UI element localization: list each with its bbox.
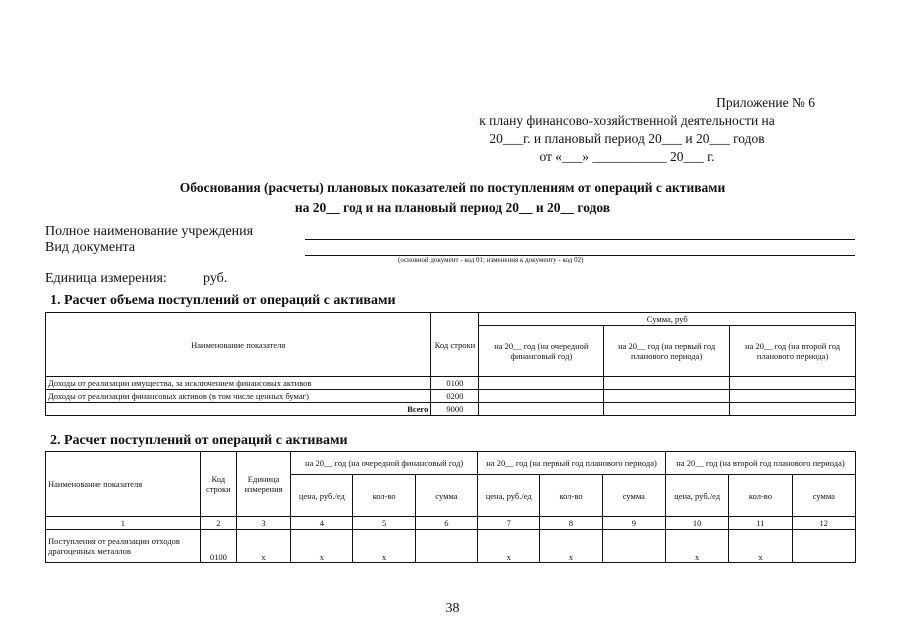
unit-value: руб. (203, 271, 228, 286)
s2-row-cell (792, 530, 855, 563)
institution-label: Полное наименование учреждения (45, 224, 254, 239)
s1-row2-code: 0200 (431, 390, 479, 403)
col-num: 9 (602, 517, 665, 530)
title-line2: на 20__ год и на плановый период 20__ и 20__ годов (294, 200, 611, 215)
col-num: 6 (415, 517, 477, 530)
s1-row2-y1 (479, 390, 604, 403)
s1-row1-name: Доходы от реализации имущества, за исключением финансовых активов (46, 377, 431, 390)
s1-total-y1 (479, 403, 604, 416)
s2-row-cell (602, 530, 665, 563)
s2-row-name: Поступления от реализации отходов драгоценных металлов (46, 530, 201, 563)
s2-header-code: Код строки (200, 452, 236, 517)
appendix-line2: к плану финансово-хозяйственной деятельности на (479, 113, 775, 128)
s1-row2-y2 (604, 390, 730, 403)
s2-header-unit: Единица измерения (236, 452, 290, 517)
s2-y3-price: цена, руб./ед (665, 475, 728, 517)
s1-row1-y2 (604, 377, 730, 390)
s1-header-sum: Сумма, руб (479, 313, 856, 326)
s2-row-cell: x (540, 530, 602, 563)
section1-title: 1. Расчет объема поступлений от операций с активами (50, 293, 396, 308)
appendix-header (417, 94, 837, 166)
s2-row-cell: x (665, 530, 728, 563)
s1-total-code: 9000 (431, 403, 479, 416)
s1-row1-code: 0100 (431, 377, 479, 390)
appendix-line4: от «___» ___________ 20___ г. (539, 149, 715, 164)
s1-total-name: Всего (46, 403, 431, 416)
s1-total-y3 (730, 403, 856, 416)
column-number-row (46, 517, 856, 530)
s2-y3-qty: кол-во (729, 475, 792, 517)
s2-y1-qty: кол-во (353, 475, 415, 517)
s2-y2-qty: кол-во (540, 475, 602, 517)
s2-y1-sum: сумма (415, 475, 477, 517)
s1-header-code: Код строки (431, 313, 479, 377)
s1-header-year3: на 20__ год (на второй год планового периода) (730, 326, 856, 377)
unit-label: Единица измерения: (45, 271, 167, 286)
s2-header-year3: на 20__ год (на второй год планового периода) (665, 452, 855, 475)
s2-y2-price: цена, руб./ед (478, 475, 540, 517)
col-num: 1 (46, 517, 201, 530)
table-row (46, 377, 856, 390)
s2-y3-sum: сумма (792, 475, 855, 517)
s2-header-year2: на 20__ год (на первый год планового периода) (478, 452, 666, 475)
institution-line (305, 239, 855, 240)
s2-row-cell: x (729, 530, 792, 563)
s2-header-year1: на 20__ год (на очередной финансовый год) (291, 452, 478, 475)
s2-row-code: 0100 (200, 530, 236, 563)
doc-type-hint: (основной документ - код 01; изменения к документу - код 02) (398, 256, 584, 264)
col-num: 4 (291, 517, 353, 530)
table-row (46, 530, 856, 563)
col-num: 3 (236, 517, 290, 530)
s1-row2-y3 (730, 390, 856, 403)
s2-row-cell: x (236, 530, 290, 563)
col-num: 12 (792, 517, 855, 530)
col-num: 8 (540, 517, 602, 530)
col-num: 7 (478, 517, 540, 530)
appendix-number: Приложение № 6 (716, 95, 815, 110)
s1-row2-name: Доходы от реализации финансовых активов (в том числе ценных бумаг) (46, 390, 431, 403)
title-line1: Обоснования (расчеты) плановых показателей по поступлениям от операций с активами (179, 180, 726, 195)
s2-row-cell: x (478, 530, 540, 563)
s2-row-cell: x (353, 530, 415, 563)
table-row (46, 403, 856, 416)
section1-table (45, 312, 856, 416)
s2-header-name: Наименование показателя (46, 452, 201, 517)
col-num: 10 (665, 517, 728, 530)
s1-row1-y1 (479, 377, 604, 390)
table-row (46, 390, 856, 403)
col-num: 11 (729, 517, 792, 530)
s1-header-name: Наименование показателя (46, 313, 431, 377)
s1-header-year1: на 20__ год (на очередной финансовый год) (479, 326, 604, 377)
s2-row-cell (415, 530, 477, 563)
s1-total-y2 (604, 403, 730, 416)
appendix-line3: 20___г. и плановый период 20___ и 20___ годов (489, 131, 765, 146)
col-num: 5 (353, 517, 415, 530)
doc-type-label: Вид документа (45, 240, 136, 255)
s1-header-year2: на 20__ год (на первый год планового периода) (604, 326, 730, 377)
section2-table (45, 451, 856, 563)
s2-y1-price: цена, руб./ед (291, 475, 353, 517)
document-title (0, 178, 905, 218)
s2-row-cell: x (291, 530, 353, 563)
page-number: 38 (445, 601, 460, 616)
col-num: 2 (200, 517, 236, 530)
s1-row1-y3 (730, 377, 856, 390)
s2-y2-sum: сумма (602, 475, 665, 517)
section2-title: 2. Расчет поступлений от операций с активами (50, 433, 348, 448)
